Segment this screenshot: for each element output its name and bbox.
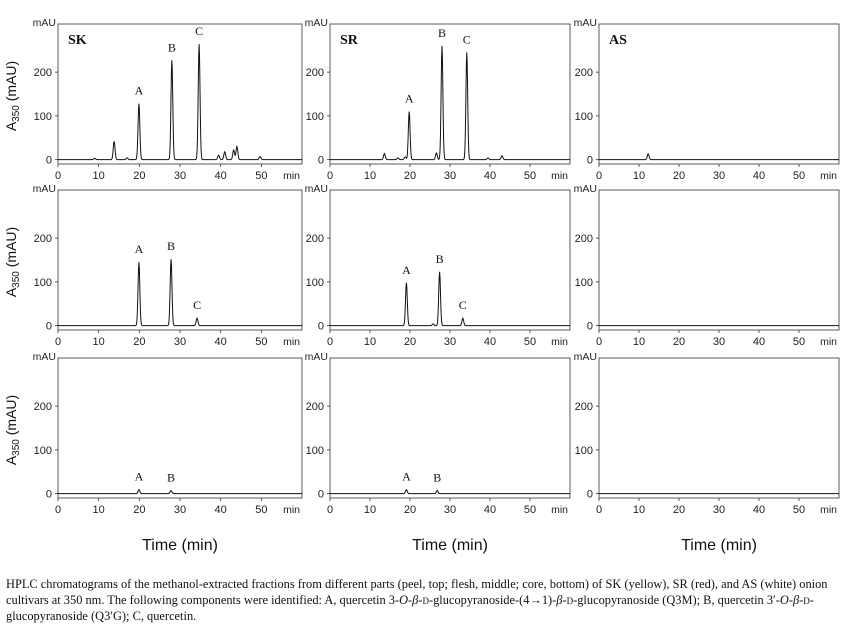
plot-frame [58, 190, 302, 330]
y-tick-label: 0 [586, 154, 593, 167]
chromatogram-trace [599, 154, 839, 160]
y-tick-label: 100 [305, 276, 324, 289]
x-tick-label: 10 [632, 170, 646, 182]
y-axis-label-subscript: 350 [11, 105, 22, 122]
peak-label: A [134, 242, 144, 257]
x-tick-label: 30 [443, 504, 457, 516]
y-axis-unit: mAU [573, 183, 597, 195]
y-axis-unit: mAU [304, 17, 328, 29]
x-tick-label: 40 [214, 336, 227, 348]
x-tick-label: 30 [443, 170, 457, 182]
x-tick-label: 20 [672, 504, 686, 516]
peak-label: C [462, 32, 471, 47]
chromatogram-trace [330, 490, 570, 494]
x-tick-label: 50 [255, 170, 268, 182]
caption-text: HPLC chromatograms of the methanol-extracted fractions from different parts (peel, top; flesh, middle; core, bottom) of SK (yellow), SR (red), and AS (white) onion cultivars at 350 nm. The following components were identified: A, quercetin 3- [6, 577, 828, 607]
y-tick-label: 0 [45, 488, 52, 501]
chart-panel [574, 351, 839, 516]
x-tick-label: 20 [133, 504, 146, 516]
caption-italic: β [792, 593, 800, 607]
caption-text: - [788, 593, 793, 607]
caption-italic: O [399, 593, 409, 607]
x-axis-unit: min [283, 336, 300, 348]
peak-label: C [195, 24, 204, 39]
chart-panel [574, 17, 839, 182]
chromatogram-trace [58, 490, 302, 494]
x-tick-label: 20 [672, 336, 686, 348]
caption-text: - [408, 593, 413, 607]
x-tick-label: 40 [214, 504, 227, 516]
x-tick-label: 10 [92, 170, 105, 182]
x-tick-label: 30 [712, 170, 726, 182]
plot-frame [330, 190, 570, 330]
y-tick-label: 200 [33, 233, 52, 246]
peak-label: C [193, 298, 202, 313]
y-tick-label: 100 [33, 110, 52, 123]
x-axis-label: Time (min) [142, 537, 218, 554]
x-tick-label: 40 [752, 336, 766, 348]
x-tick-label: 50 [523, 504, 537, 516]
y-axis-label-main: A [3, 455, 19, 466]
y-tick-label: 100 [33, 444, 52, 457]
x-tick-label: 0 [595, 336, 603, 348]
x-tick-label: 50 [255, 504, 268, 516]
x-tick-label: 30 [443, 336, 457, 348]
x-tick-label: 10 [363, 336, 377, 348]
y-axis-unit: mAU [573, 17, 597, 29]
caption-smallcaps: d [566, 593, 574, 607]
x-tick-label: 50 [523, 336, 537, 348]
x-axis-unit: min [551, 170, 568, 182]
peak-label: A [134, 83, 144, 98]
y-axis-label-subscript: 350 [11, 439, 22, 456]
x-tick-label: 0 [54, 504, 62, 516]
x-axis-unit: min [283, 504, 300, 516]
x-tick-label: 0 [54, 336, 62, 348]
figure-caption [6, 576, 842, 624]
x-axis-label: Time (min) [412, 537, 488, 554]
caption-text: - [418, 593, 423, 607]
chart-panel [305, 183, 570, 348]
peak-label: A [402, 262, 411, 277]
x-axis-unit: min [551, 336, 568, 348]
y-axis-label [3, 395, 22, 465]
caption-text: - [799, 593, 804, 607]
plot-frame [599, 358, 839, 498]
plot-frame [599, 190, 839, 330]
x-tick-label: 10 [92, 336, 105, 348]
x-axis-label: Time (min) [681, 537, 757, 554]
y-axis-unit: mAU [304, 351, 328, 363]
peak-label: B [167, 470, 176, 485]
caption-text: -glucopyranoside (Q3M); B, quercetin 3′- [573, 593, 780, 607]
x-tick-label: 20 [133, 336, 146, 348]
x-tick-label: 20 [672, 170, 686, 182]
chromatogram-trace [330, 46, 570, 160]
y-tick-label: 0 [317, 488, 324, 501]
y-tick-label: 100 [574, 444, 593, 457]
y-tick-label: 100 [33, 276, 52, 289]
peak-label: C [458, 298, 467, 313]
y-axis-unit: mAU [304, 183, 328, 195]
plot-frame [599, 24, 839, 164]
peak-label: B [167, 239, 176, 254]
panel-title: SR [340, 33, 358, 48]
x-tick-label: 30 [173, 170, 187, 182]
x-tick-label: 0 [326, 170, 334, 182]
y-tick-label: 0 [317, 320, 324, 333]
x-tick-label: 40 [483, 336, 497, 348]
plot-frame [330, 24, 570, 164]
x-tick-label: 0 [595, 170, 603, 182]
y-tick-label: 0 [45, 320, 52, 333]
x-tick-label: 50 [255, 336, 268, 348]
y-axis-label-main: A [3, 287, 19, 298]
x-tick-label: 0 [54, 170, 62, 182]
y-tick-label: 200 [33, 401, 52, 414]
y-axis-label-main: A [3, 121, 19, 132]
peak-label: B [437, 25, 447, 40]
y-tick-label: 100 [305, 110, 324, 123]
y-axis-label [3, 61, 22, 131]
y-tick-label: 0 [45, 154, 52, 167]
x-tick-label: 20 [403, 504, 417, 516]
y-tick-label: 0 [317, 154, 324, 167]
y-tick-label: 100 [305, 444, 324, 457]
peak-label: A [134, 469, 144, 484]
y-tick-label: 200 [305, 233, 324, 246]
caption-italic: β [556, 593, 563, 607]
caption-smallcaps: d [422, 593, 429, 607]
x-tick-label: 0 [595, 504, 603, 516]
y-axis-unit: mAU [32, 17, 56, 29]
x-tick-label: 10 [632, 504, 646, 516]
x-tick-label: 20 [133, 170, 146, 182]
plot-frame [58, 24, 302, 164]
chromatogram-trace [58, 259, 302, 326]
plot-frame [58, 358, 302, 498]
x-axis-unit: min [820, 336, 837, 348]
peak-label: A [404, 91, 414, 106]
x-tick-label: 10 [363, 170, 377, 182]
y-tick-label: 200 [305, 401, 324, 414]
x-tick-label: 50 [523, 170, 537, 182]
chart-panel [574, 183, 839, 348]
y-tick-label: 200 [33, 67, 52, 80]
y-axis-label-subscript: 350 [11, 271, 22, 288]
caption-text: - [562, 593, 567, 607]
x-tick-label: 0 [326, 336, 334, 348]
x-tick-label: 50 [792, 336, 806, 348]
peak-label: A [402, 469, 411, 484]
x-tick-label: 40 [214, 170, 227, 182]
x-tick-label: 0 [326, 504, 334, 516]
x-tick-label: 30 [173, 336, 187, 348]
caption-text: -glucopyranoside-(4→1)- [428, 593, 557, 607]
caption-italic: O [779, 593, 789, 607]
peak-label: B [435, 251, 444, 266]
x-tick-label: 50 [792, 504, 806, 516]
panel-title: SK [68, 33, 87, 48]
caption-text: -glucopyranoside (Q3′G); C, quercetin. [6, 593, 814, 623]
plot-frame [330, 358, 570, 498]
y-axis-unit: mAU [32, 351, 56, 363]
y-tick-label: 100 [574, 110, 593, 123]
y-tick-label: 200 [574, 67, 593, 80]
y-tick-label: 0 [586, 320, 593, 333]
y-tick-label: 200 [574, 233, 593, 246]
chromatogram-trace [330, 272, 570, 326]
y-axis-unit: mAU [32, 183, 56, 195]
x-tick-label: 40 [752, 170, 766, 182]
peak-label: B [433, 470, 442, 485]
y-tick-label: 0 [586, 488, 593, 501]
y-axis-unit: mAU [573, 351, 597, 363]
panel-title: AS [609, 33, 627, 48]
x-axis-unit: min [283, 170, 300, 182]
x-tick-label: 10 [92, 504, 105, 516]
caption-smallcaps: d [803, 593, 810, 607]
y-axis-label [3, 227, 22, 297]
x-tick-label: 20 [403, 336, 417, 348]
x-tick-label: 30 [173, 504, 187, 516]
x-tick-label: 40 [752, 504, 766, 516]
x-tick-label: 10 [632, 336, 646, 348]
chart-panel [305, 17, 570, 182]
x-axis-unit: min [551, 504, 568, 516]
y-axis-label-unit: (mAU) [3, 60, 19, 106]
chromatogram-trace [58, 44, 302, 160]
y-tick-label: 200 [574, 401, 593, 414]
chart-panel [33, 351, 302, 516]
x-tick-label: 40 [483, 504, 497, 516]
chart-panel [33, 183, 302, 348]
x-axis-unit: min [820, 504, 837, 516]
x-tick-label: 40 [483, 170, 497, 182]
caption-italic: β [412, 593, 419, 607]
x-tick-label: 30 [712, 336, 726, 348]
x-tick-label: 30 [712, 504, 726, 516]
y-tick-label: 200 [305, 67, 324, 80]
x-tick-label: 10 [363, 504, 377, 516]
peak-label: B [167, 40, 176, 55]
y-tick-label: 100 [574, 276, 593, 289]
x-tick-label: 50 [792, 170, 806, 182]
x-tick-label: 20 [403, 170, 417, 182]
chart-panel [33, 17, 302, 182]
y-axis-label-unit: (mAU) [3, 226, 19, 272]
y-axis-label-unit: (mAU) [3, 394, 19, 440]
x-axis-unit: min [820, 170, 837, 182]
chart-panel [305, 351, 570, 516]
